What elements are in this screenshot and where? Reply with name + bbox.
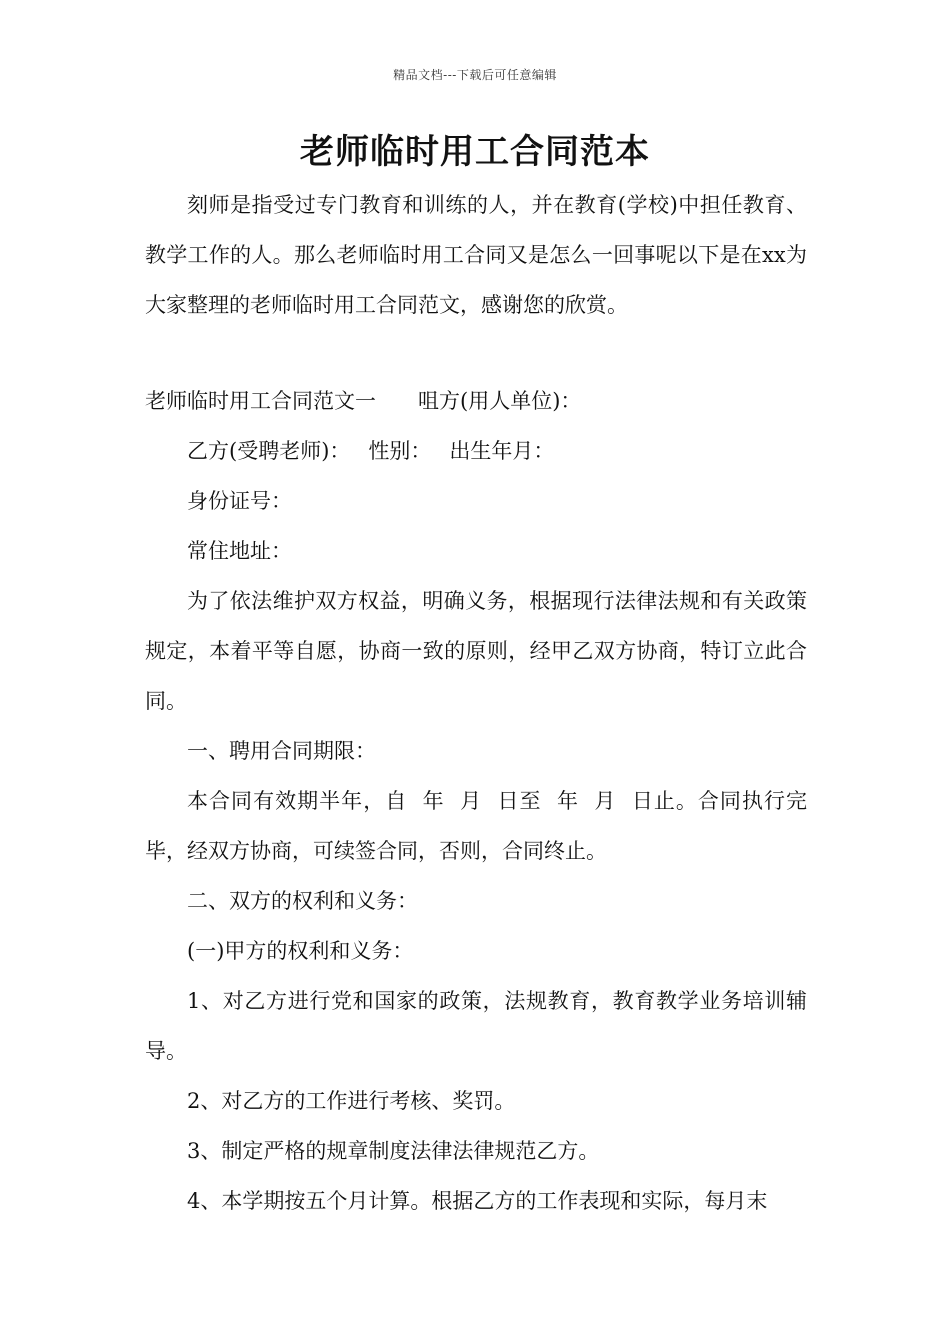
preamble-paragraph: 为了依法维护双方权益，明确义务，根据现行法律法规和有关政策规定，本着平等自愿，协商一致的原则，经甲乙双方协商，特订立此合同。: [145, 589, 807, 713]
list-item: 3、制定严格的规章制度法律法律规范乙方。: [187, 1139, 600, 1163]
list-item: 2、对乙方的工作进行考核、奖罚。: [187, 1089, 516, 1113]
intro-section: [145, 180, 807, 330]
document-title: 老师临时用工合同范本: [300, 132, 650, 172]
gender-label: 性别：: [368, 439, 432, 463]
contract-heading-line: [145, 376, 807, 426]
party-b-line: [145, 426, 807, 476]
sub1-title: (一)甲方的权利和义务：: [187, 939, 414, 963]
id-number-label: 身份证号：: [187, 489, 292, 513]
list-item: 1、对乙方进行党和国家的政策，法规教育，教育教学业务培训辅导。: [145, 989, 807, 1063]
section2-title: 二、双方的权利和义务：: [187, 889, 418, 913]
intro-paragraph: 刻师是指受过专门教育和训练的人，并在教育(学校)中担任教育、教学工作的人。那么老师临时用工合同又是怎么一回事呢以下是在xx为大家整理的老师临时用工合同范文，感谢您的欣赏。: [145, 193, 807, 317]
header-note: 精品文档---下载后可任意编辑: [393, 68, 557, 82]
list-item: 4、本学期按五个月计算。根据乙方的工作表现和实际，每月末: [187, 1189, 768, 1213]
address-label: 常住地址：: [187, 539, 292, 563]
contract-heading: 老师临时用工合同范文一: [145, 389, 376, 413]
birth-label: 出生年月：: [449, 439, 555, 463]
contract-section: [145, 376, 807, 1226]
party-b-label: 乙方(受聘老师)：: [187, 439, 351, 463]
section1-text: 本合同有效期半年，自 年 月 日至 年 月 日止。合同执行完毕，经双方协商，可续签合同，否则，合同终止。: [145, 789, 807, 863]
section1-title: 一、聘用合同期限：: [187, 739, 376, 763]
party-a-label: 咀方(用人单位)：: [418, 389, 582, 413]
